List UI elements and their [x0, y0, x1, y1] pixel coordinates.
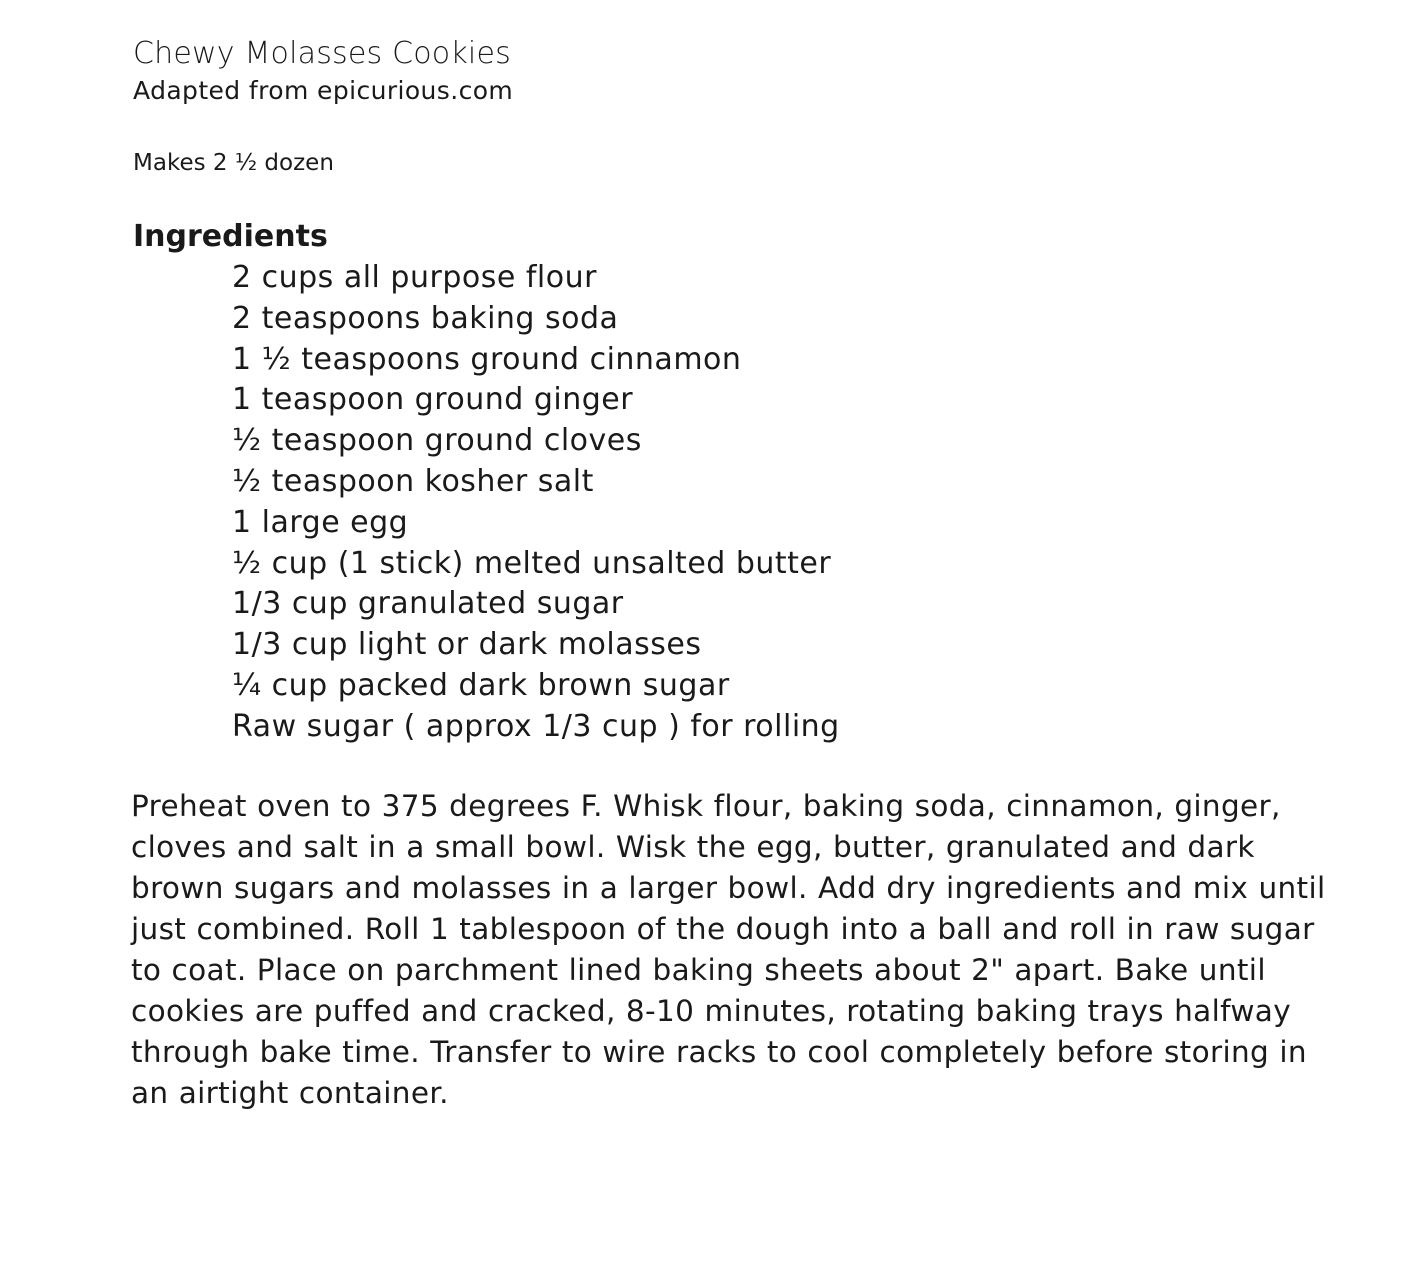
recipe-yield: Makes 2 ½ dozen	[133, 150, 334, 176]
ingredient-item: 1 teaspoon ground ginger	[232, 382, 634, 418]
ingredient-item: 2 cups all purpose flour	[232, 260, 597, 295]
ingredient-item: ¼ cup packed dark brown sugar	[232, 667, 730, 703]
ingredient-item: ½ cup (1 stick) melted unsalted butter	[232, 545, 832, 581]
ingredient-item: 1/3 cup light or dark molasses	[232, 627, 702, 663]
ingredients-heading: Ingredients	[133, 219, 328, 254]
ingredient-item: ½ teaspoon ground cloves	[232, 423, 642, 459]
recipe-source: Adapted from epicurious.com	[133, 76, 514, 105]
ingredient-item: 1 large egg	[232, 504, 409, 540]
ingredient-item: Raw sugar ( approx 1/3 cup ) for rolling	[232, 708, 840, 744]
method-paragraph: Preheat oven to 375 degrees F. Whisk flour, baking soda, cinnamon, ginger, cloves and salt in a small bowl. Wisk the egg, butter, granulated and dark brown sugars and molasses in a larger bowl. Add dry ingredients and mix until just combined. Roll 1 tablespoon of the dough into a ball and roll in raw sugar to coat. Place on parchment lined baking sheets about 2" apart. Bake until cookies are puffed and cracked, 8-10 minutes, rotating baking trays halfway through bake time. Transfer to wire racks to cool completely before storing in an airtight container.	[131, 789, 1326, 1110]
recipe-title: Chewy Molasses Cookies	[133, 36, 511, 71]
ingredient-item: 1 ½ teaspoons ground cinnamon	[232, 341, 742, 377]
ingredient-item: 2 teaspoons baking soda	[232, 300, 619, 336]
ingredients-list	[232, 258, 840, 748]
ingredient-item: ½ teaspoon kosher salt	[232, 463, 594, 499]
ingredient-item: 1/3 cup granulated sugar	[232, 586, 624, 622]
